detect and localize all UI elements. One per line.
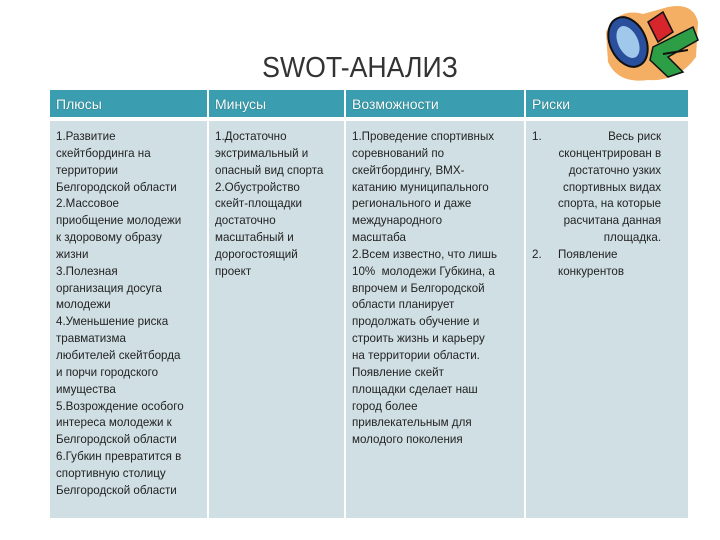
table-row <box>50 119 688 518</box>
opportunities-cell: 1.Проведение спортивных соревнований по скейтбордингу, BMX- катанию муниципального регионального и даже международного масштаба 2.Всем известно, что лишь 10% молодежи Губкина, а впрочем и Белгородской области планирует продолжать обучение и строить жизнь и карьеру на территории области. Появление скейт площадки сделает наш город более привлекательным для молодого поколения <box>345 119 525 518</box>
threat-text: Появление конкурентов <box>558 247 625 278</box>
header-opportunities: Возможности <box>345 90 525 119</box>
threat-number: 2. <box>532 247 542 261</box>
strengths-cell: 1.Развитие скейтбординга на территории Белгородской области 2.Массовое приобщение молодежи к здоровому образу жизни 3.Полезная организация досуга молодежи 4.Уменьшение риска травматизма любителей скейтборда и порчи городского имущества 5.Возрождение особого интереса молодежи к Белгородской области 6.Губкин превратится в спортивную столицу Белгородской области <box>50 119 208 518</box>
skateboard-logo-image <box>598 2 703 87</box>
table-header-row <box>50 90 688 119</box>
threat-text: Весь риск сконцентрирован в достаточно узких спортивных видах спорта, на которые расчитана данная площадка. <box>558 130 662 245</box>
threat-item <box>532 129 682 247</box>
threat-number: 1. <box>532 130 542 143</box>
header-strengths: Плюсы <box>50 90 208 119</box>
weaknesses-cell: 1.Достаточно экстримальный и опасный вид спорта 2.Обустройство скейт-площадки достаточно масштабный и дорогостоящий проект <box>208 119 345 518</box>
header-weaknesses: Минусы <box>208 90 345 119</box>
page-title: SWOT-АНАЛИЗ <box>262 52 458 84</box>
header-threats: Риски <box>525 90 688 119</box>
threat-item <box>532 247 682 281</box>
threats-cell <box>525 119 688 518</box>
swot-table <box>50 90 688 518</box>
